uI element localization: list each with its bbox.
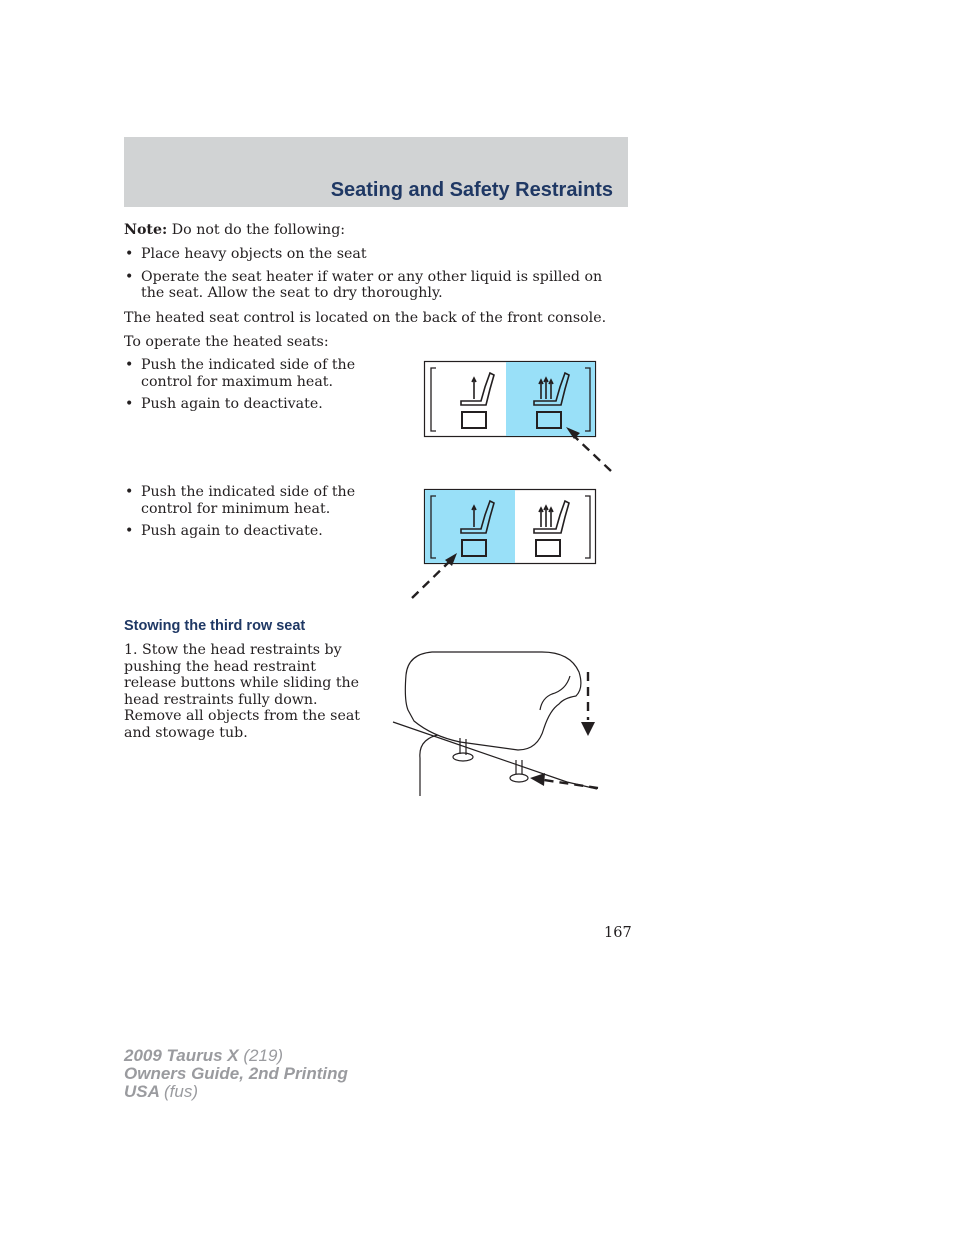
- header-band: [124, 137, 628, 207]
- footer-line-2: Owners Guide, 2nd Printing: [124, 1064, 348, 1083]
- operate-intro-text: To operate the heated seats:: [124, 334, 329, 350]
- note-label: Note:: [124, 222, 168, 238]
- footer-line-3: USA (fus): [124, 1082, 198, 1101]
- min-heat-control-figure: [410, 489, 600, 601]
- stowing-step-1: 1. Stow the head restraints by pushing the head restraint release buttons while sliding the head restraints fully down. Remove all objects from the seat and stowage tub.: [124, 642, 361, 741]
- max-heat-steps: [124, 357, 364, 419]
- list-item: • Push the indicated side of the control for minimum heat.: [125, 484, 356, 517]
- highlighted-half: [425, 490, 515, 563]
- max-heat-control-figure: [424, 361, 616, 476]
- page-number: 167: [604, 925, 632, 941]
- footer-line-1: 2009 Taurus X (219): [124, 1046, 284, 1065]
- list-item: • Push again to deactivate.: [125, 396, 323, 412]
- head-restraint-illustration: [392, 650, 602, 800]
- section-title: Seating and Safety Restraints: [330, 179, 613, 201]
- note-bullets: [124, 246, 614, 308]
- stowing-heading: Stowing the third row seat: [124, 618, 306, 634]
- footer: [124, 1047, 348, 1101]
- list-item: • Push again to deactivate.: [125, 523, 323, 539]
- list-item: • Push the indicated side of the control for maximum heat.: [125, 357, 356, 390]
- note-paragraph: [124, 222, 345, 239]
- min-heat-steps: [124, 484, 364, 546]
- control-location-text: The heated seat control is located on the back of the front console.: [124, 310, 607, 326]
- list-item: • Place heavy objects on the seat: [125, 246, 367, 262]
- note-text: Do not do the following:: [171, 222, 346, 238]
- list-item: • Operate the seat heater if water or any other liquid is spilled on the seat. Allow the seat to dry thoroughly.: [125, 268, 603, 301]
